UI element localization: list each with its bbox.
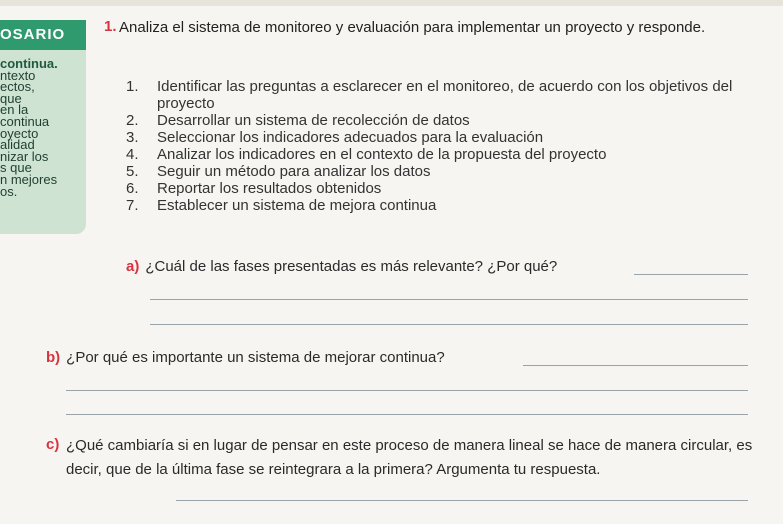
question-text: Analiza el sistema de monitoreo y evaluación para implementar un proyecto y responde. bbox=[119, 19, 706, 36]
glossary-header: OSARIO bbox=[0, 20, 86, 50]
step-number: 7. bbox=[126, 197, 139, 214]
step-number: 4. bbox=[126, 146, 139, 163]
subquestion-b bbox=[46, 349, 445, 366]
step-text: Establecer un sistema de mejora continua bbox=[157, 197, 437, 214]
answer-line-c1[interactable] bbox=[176, 500, 748, 501]
glossary-line: os. bbox=[0, 183, 18, 199]
steps-list bbox=[126, 78, 766, 214]
glossary-line: en la bbox=[0, 102, 29, 118]
top-strip bbox=[0, 0, 783, 6]
answer-line-b2[interactable] bbox=[66, 390, 748, 391]
subquestion-text: ¿Cuál de las fases presentadas es más relevante? ¿Por qué? bbox=[145, 258, 558, 275]
glossary-term: continua. bbox=[0, 56, 58, 71]
step-text: Seguir un método para analizar los datos bbox=[157, 163, 431, 180]
answer-line-b3[interactable] bbox=[66, 414, 748, 415]
step-text: Analizar los indicadores en el contexto de la propuesta del proyecto bbox=[157, 146, 607, 163]
step-item bbox=[126, 197, 766, 214]
answer-line-a2[interactable] bbox=[150, 299, 748, 300]
glossary-line: que bbox=[0, 90, 22, 106]
glossary-line: nizar los bbox=[0, 148, 49, 164]
subquestion-letter: c) bbox=[46, 436, 60, 453]
glossary-line: ectos, bbox=[0, 79, 35, 95]
glossary-box bbox=[0, 50, 86, 234]
step-text: Identificar las preguntas a esclarecer en el monitoreo, de acuerdo con los objetivos del proyecto bbox=[157, 78, 733, 112]
glossary-line: ntexto bbox=[0, 67, 36, 83]
subquestion-text: ¿Por qué es importante un sistema de mejorar continua? bbox=[66, 349, 445, 366]
step-number: 3. bbox=[126, 129, 139, 146]
glossary-line: s que bbox=[0, 160, 32, 176]
subquestion-letter: b) bbox=[46, 349, 61, 366]
step-number: 1. bbox=[126, 78, 139, 95]
answer-line-a3[interactable] bbox=[150, 324, 748, 325]
subquestion-a bbox=[126, 258, 557, 275]
answer-line-b1[interactable] bbox=[523, 365, 748, 366]
question-number: 1. bbox=[104, 18, 117, 35]
glossary-line: continua bbox=[0, 113, 50, 129]
step-text: Reportar los resultados obtenidos bbox=[157, 180, 382, 197]
glossary-line: n mejores bbox=[0, 171, 58, 187]
glossary-line: alidad bbox=[0, 137, 35, 153]
step-item bbox=[126, 129, 766, 146]
step-item bbox=[126, 146, 766, 163]
step-text: Seleccionar los indicadores adecuados para la evaluación bbox=[157, 129, 544, 146]
subquestion-letter: a) bbox=[126, 258, 140, 275]
glossary-line: oyecto bbox=[0, 125, 39, 141]
step-item bbox=[126, 78, 766, 112]
step-item bbox=[126, 112, 766, 129]
step-text: Desarrollar un sistema de recolección de datos bbox=[157, 112, 470, 129]
subquestion-c-letter-wrap bbox=[46, 436, 65, 453]
answer-line-a1[interactable] bbox=[634, 274, 748, 275]
step-number: 2. bbox=[126, 112, 139, 129]
step-item bbox=[126, 180, 766, 197]
subquestion-c: ¿Qué cambiaría si en lugar de pensar en este proceso de manera lineal se hace de manera circular, es decir, que de la última fase se reintegrara a la primera? Argumenta tu respuesta. bbox=[66, 437, 753, 478]
step-item bbox=[126, 163, 766, 180]
step-number: 5. bbox=[126, 163, 139, 180]
step-number: 6. bbox=[126, 180, 139, 197]
